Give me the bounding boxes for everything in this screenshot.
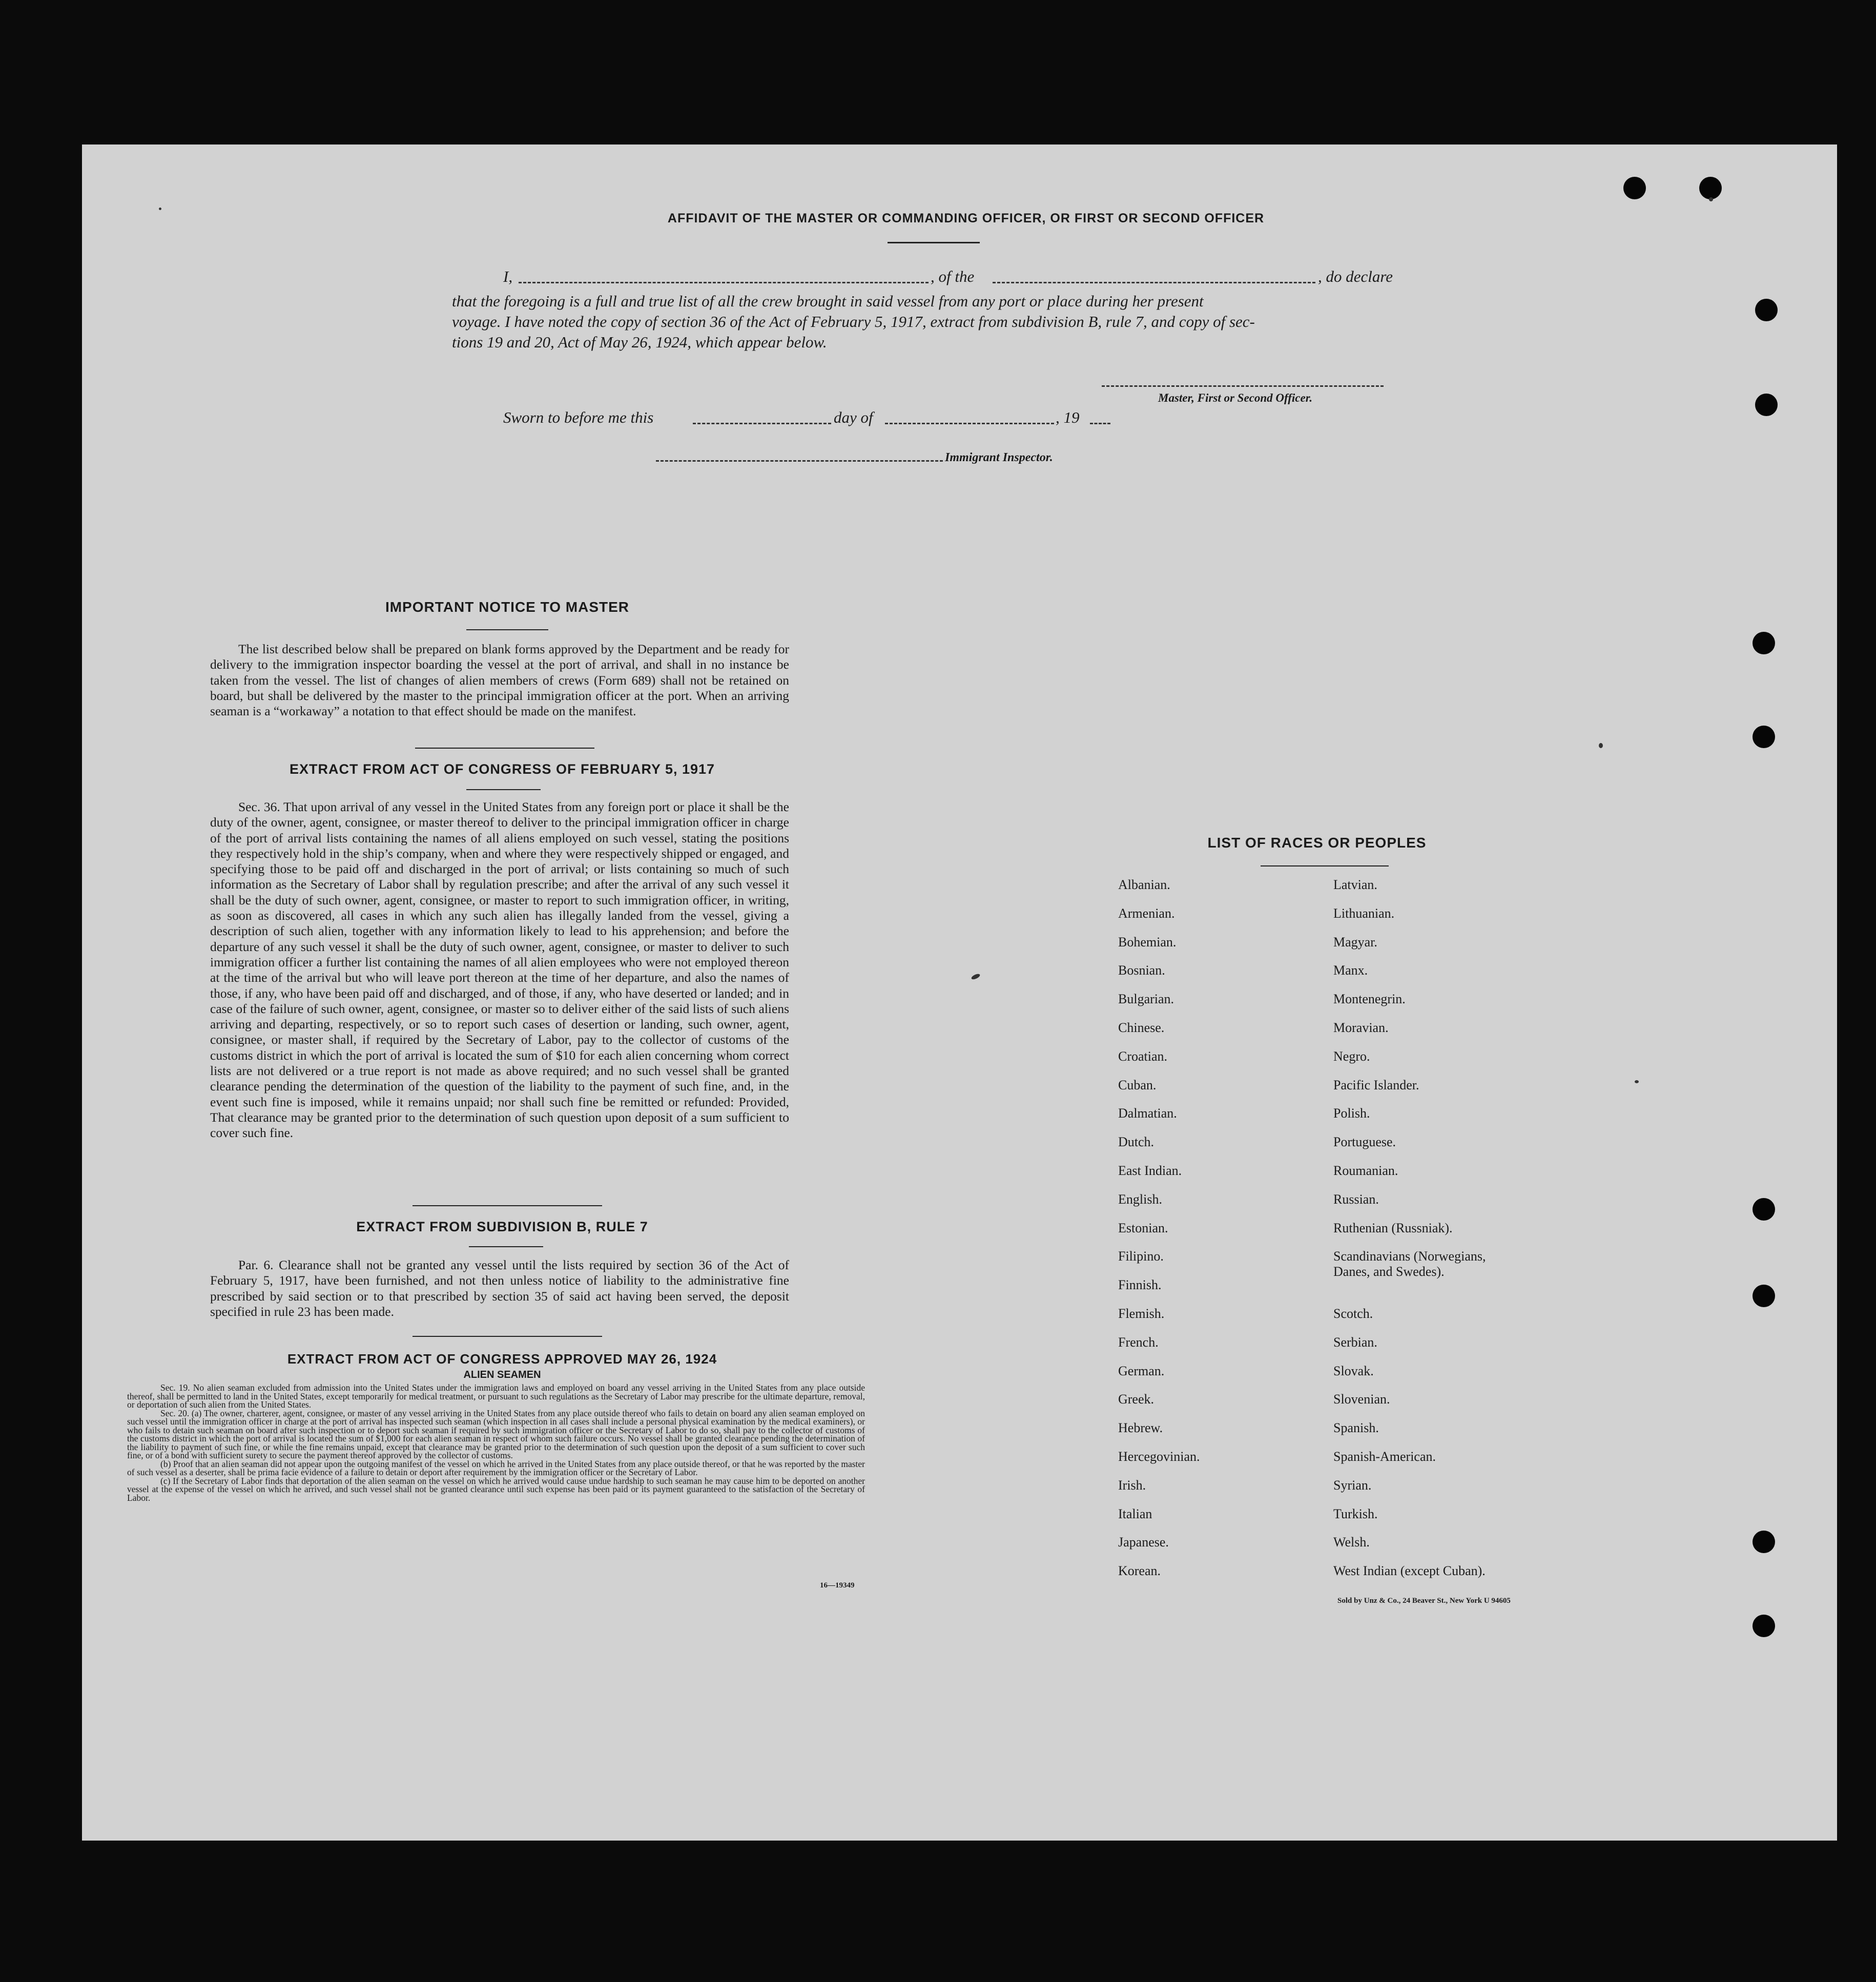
year-label: , 19 <box>1056 408 1080 426</box>
race-item: Chinese. <box>1118 1020 1165 1035</box>
race-item: Croatian. <box>1118 1048 1168 1064</box>
act-1917-title-rule <box>466 789 541 790</box>
race-item: Dalmatian. <box>1118 1106 1177 1121</box>
binding-hole <box>1753 726 1775 748</box>
act-1917-title: EXTRACT FROM ACT OF CONGRESS OF FEBRUARY 5, 1917 <box>289 761 715 777</box>
rule-7-body: Par. 6. Clearance shall not be granted any vessel until the lists required by section 36 of the Act of February 5, 1917, have been furnished, and not then unless notice of liability to the administrative fine prescribed by said section or to that prescribed by section 35 of said act having been served, the deposit specified in rule 23 has been made. <box>210 1257 789 1319</box>
declarant-line <box>503 267 1500 288</box>
race-item: Scandinavians (Norwegians, Danes, and Swedes). <box>1333 1249 1486 1279</box>
race-item: Spanish-American. <box>1333 1449 1436 1464</box>
act-1924-subtitle: ALIEN SEAMEN <box>463 1369 541 1380</box>
binding-hole <box>1755 394 1778 416</box>
race-item: Finnish. <box>1118 1277 1162 1293</box>
binding-hole <box>1753 1615 1775 1637</box>
race-item: Italian <box>1118 1506 1152 1521</box>
race-item: Filipino. <box>1118 1249 1164 1264</box>
sworn-year-field[interactable] <box>1090 423 1110 424</box>
race-item: Bosnian. <box>1118 963 1165 978</box>
race-item: Albanian. <box>1118 877 1170 892</box>
notice-title-rule <box>466 629 548 630</box>
master-signature-label: Master, First or Second Officer. <box>1158 391 1313 404</box>
race-item: Scotch. <box>1333 1306 1373 1321</box>
races-title: LIST OF RACES OR PEOPLES <box>1207 835 1427 851</box>
race-item: Hebrew. <box>1118 1420 1163 1436</box>
declaration-line-1: that the foregoing is a full and true list of all the crew brought in said vessel from any port or place during her present <box>452 292 1204 310</box>
race-item: German. <box>1118 1363 1165 1378</box>
act-1917-body: Sec. 36. That upon arrival of any vessel in the United States from any foreign port or place it shall be the duty of the owner, agent, consignee, or master thereof to deliver to the principal immigration officer in charge of the port of arrival lists containing the names of all aliens employed on such vessel, stating the positions they respectively hold in the ship’s company, when and where they were respectively shipped or engaged, and specifying those to be paid off and discharged in the port of arrival; or lists containing so much of such information as the Secretary of Labor shall by regulation prescribe; and after the arrival of any such vessel it shall be the duty of such owner, agent, consignee, or master to report to such immigration officer, in writing, as soon as discovered, all cases in which any such alien has illegally landed from the vessel, giving a description of such alien, together with any information likely to lead to his apprehension; and before the departure of any such vessel it shall be the duty of such owner, agent, consignee, or master to deliver to such immigration officer a further list containing the names of all alien employees who were not employed thereon at the time of the arrival but who will leave port thereon at the time of her departure, and also the names of those, if any, who have been paid off and discharged, and of those, if any, who have deserted or landed; and in case of the failure of such owner, agent, consignee, or master so to deliver either of the said lists of such aliens arriving and departing, respectively, or so to report such cases of desertion or landing, such owner, agent, consignee, or master shall, if required by the Secretary of Labor, pay to the collector of customs of the customs district in which the port of arrival is located the sum of $10 for each alien concerning whom correct lists are not delivered or a true report is not made as above required; and no such vessel shall be granted clearance pending the determination of the question of the liability to the payment of such fine, and, in the event such fine is imposed, while it remains unpaid; nor shall such fine be remitted or refunded: Provided, That clearance may be granted prior to the determination of such question upon deposit of a sum sufficient to cover such fine. <box>210 799 789 1141</box>
binding-hole <box>1623 177 1646 199</box>
i-label: I, <box>503 267 513 285</box>
race-item: Serbian. <box>1333 1334 1377 1350</box>
race-item: Slovenian. <box>1333 1392 1390 1407</box>
race-item: English. <box>1118 1191 1162 1207</box>
sworn-month-field[interactable] <box>885 423 1054 424</box>
form-number: 16—19349 <box>820 1581 855 1589</box>
notice-body: The list described below shall be prepared on blank forms approved by the Department and be ready for delivery to the immigration inspector boarding the vessel at the port of arrival, and shall in no instance be taken from the vessel. The list of changes of alien members of crews (Form 689) shall not be retained on board, but shall be delivered by the master to the principal immigration officer at the port. When an arriving seaman is a “workaway” a notation to that effect should be made on the manifest. <box>210 642 789 719</box>
binding-hole <box>1753 632 1775 654</box>
binding-hole <box>1699 177 1722 199</box>
sec-19-text: Sec. 19. No alien seaman excluded from admission into the United States under the immigration laws and employed on board any vessel arriving in the United States from any place outside thereof, shall be permitted to land in the United States, except temporarily for medical treatment, or pursuant to such regulations as the Secretary of Labor may prescribe for the ultimate departure, removal, or deportation of such alien from the United States. <box>127 1382 865 1410</box>
binding-hole <box>1753 1531 1775 1553</box>
race-item: Syrian. <box>1333 1477 1372 1493</box>
declaration-line-2: voyage. I have noted the copy of section 36 of the Act of February 5, 1917, extract from subdivision B, rule 7, and copy of sec- <box>452 313 1255 331</box>
race-item: Slovak. <box>1333 1363 1374 1378</box>
sec-20b-text: (b) Proof that an alien seaman did not appear upon the outgoing manifest of the vessel on which he arrived in the United States from any place outside thereof, or that he was reported by the master of such vessel as a deserter, shall be prima facie evidence of a failure to detain or deport after requirement by the immigration officer or the Secretary of Labor. <box>127 1458 865 1477</box>
race-item: Korean. <box>1118 1563 1161 1579</box>
dust-speck <box>1635 1080 1639 1083</box>
of-the-label: , of the <box>931 267 975 285</box>
race-item: Spanish. <box>1333 1420 1379 1436</box>
sec-20a-text: Sec. 20. (a) The owner, charterer, agent, consignee, or master of any vessel arriving in the United States from any place outside thereof who fails to detain on board any alien seaman employed on such vessel until the immigration officer in charge at the port of arrival has inspected such seaman (which inspection in all cases shall include a personal physical examination by the medical examiners), or who fails to detain such seaman on board after such inspection or to deport such seaman if required by such immigration officer or the Secretary of Labor to do so, shall pay to the collector of customs of the customs district in which the port of arrival is located the sum of $1,000 for each alien seaman in respect of whom such failure occurs. No vessel shall be granted clearance pending the determination of the liability to payment of such fine, or while the fine remains unpaid, except that clearance may be granted prior to the determination of such question upon the deposit of a sum sufficient to cover such fine, or of a bond with sufficient surety to secure the payment thereof approved by the collector of customs. <box>127 1408 865 1460</box>
race-item: Russian. <box>1333 1191 1379 1207</box>
section-divider <box>413 1205 602 1206</box>
race-item: Manx. <box>1333 963 1368 978</box>
form-page <box>82 144 1837 1841</box>
affidavit-title: AFFIDAVIT OF THE MASTER OR COMMANDING OFFICER, OR FIRST OR SECOND OFFICER <box>667 211 1265 225</box>
race-item: Bohemian. <box>1118 934 1177 949</box>
sworn-line <box>503 408 1221 429</box>
race-item: Magyar. <box>1333 934 1377 949</box>
inspector-label: Immigrant Inspector. <box>945 451 1053 464</box>
races-right-column <box>1333 877 1590 1748</box>
race-item: Japanese. <box>1118 1535 1169 1550</box>
binding-hole <box>1753 1285 1775 1307</box>
vessel-name-field[interactable] <box>993 282 1315 283</box>
binding-hole <box>1755 299 1778 321</box>
race-item: Roumanian. <box>1333 1163 1398 1178</box>
do-declare-label: , do declare <box>1318 267 1393 285</box>
race-item: Cuban. <box>1118 1077 1157 1092</box>
race-item: Montenegrin. <box>1333 992 1406 1007</box>
race-item: Flemish. <box>1118 1306 1165 1321</box>
race-item: Irish. <box>1118 1477 1146 1493</box>
race-item: Portuguese. <box>1333 1134 1396 1150</box>
inspector-signature-field[interactable] <box>656 460 943 462</box>
race-item: Moravian. <box>1333 1020 1389 1035</box>
races-left-column <box>1118 877 1323 1748</box>
race-item: Greek. <box>1118 1392 1155 1407</box>
sworn-day-field[interactable] <box>693 423 831 424</box>
race-item: Lithuanian. <box>1333 905 1395 921</box>
rule-7-title: EXTRACT FROM SUBDIVISION B, RULE 7 <box>356 1219 648 1234</box>
race-item: Hercegovinian. <box>1118 1449 1200 1464</box>
act-1924-title: EXTRACT FROM ACT OF CONGRESS APPROVED MAY 26, 1924 <box>287 1351 717 1367</box>
sec-20c-text: (c) If the Secretary of Labor finds that deportation of the alien seaman on the vessel on which he arrived would cause undue hardship to such seaman he may cause him to be deported on another vessel at the expense of the vessel on which he arrived, and such vessel shall not be granted clearance until such expense has been paid or its payment guaranteed to the satisfaction of the Secretary of Labor. <box>127 1475 865 1503</box>
race-item: Polish. <box>1333 1106 1370 1121</box>
master-signature-field[interactable] <box>1102 385 1384 387</box>
race-item: Bulgarian. <box>1118 992 1174 1007</box>
declaration-line-3: tions 19 and 20, Act of May 26, 1924, which appear below. <box>452 333 827 351</box>
section-divider <box>415 748 594 749</box>
race-item: Pacific Islander. <box>1333 1077 1419 1092</box>
race-item: Ruthenian (Russniak). <box>1333 1220 1453 1235</box>
race-item: Latvian. <box>1333 877 1377 892</box>
race-item: Negro. <box>1333 1048 1370 1064</box>
dust-speck <box>1599 743 1603 748</box>
day-of-label: day of <box>834 408 873 426</box>
race-item: Armenian. <box>1118 905 1175 921</box>
notice-title: IMPORTANT NOTICE TO MASTER <box>385 599 630 615</box>
race-item: East Indian. <box>1118 1163 1182 1178</box>
act-1924-body <box>127 1384 865 1502</box>
section-divider <box>413 1336 602 1337</box>
printer-imprint: Sold by Unz & Co., 24 Beaver St., New York U 94605 <box>1337 1597 1511 1605</box>
rule-7-title-rule <box>469 1246 543 1247</box>
declaration-text <box>452 291 1528 353</box>
race-item: Turkish. <box>1333 1506 1378 1521</box>
dust-speck <box>1709 197 1713 201</box>
dust-speck <box>159 208 161 210</box>
races-title-rule <box>1261 865 1389 866</box>
race-item: West Indian (except Cuban). <box>1333 1563 1486 1579</box>
affidavit-title-rule <box>888 242 980 243</box>
declarant-name-field[interactable] <box>519 282 929 283</box>
race-item: French. <box>1118 1334 1159 1350</box>
race-item: Welsh. <box>1333 1535 1370 1550</box>
race-item: Estonian. <box>1118 1220 1168 1235</box>
binding-hole <box>1753 1198 1775 1221</box>
sworn-label: Sworn to before me this <box>503 408 654 426</box>
race-item: Dutch. <box>1118 1134 1155 1150</box>
